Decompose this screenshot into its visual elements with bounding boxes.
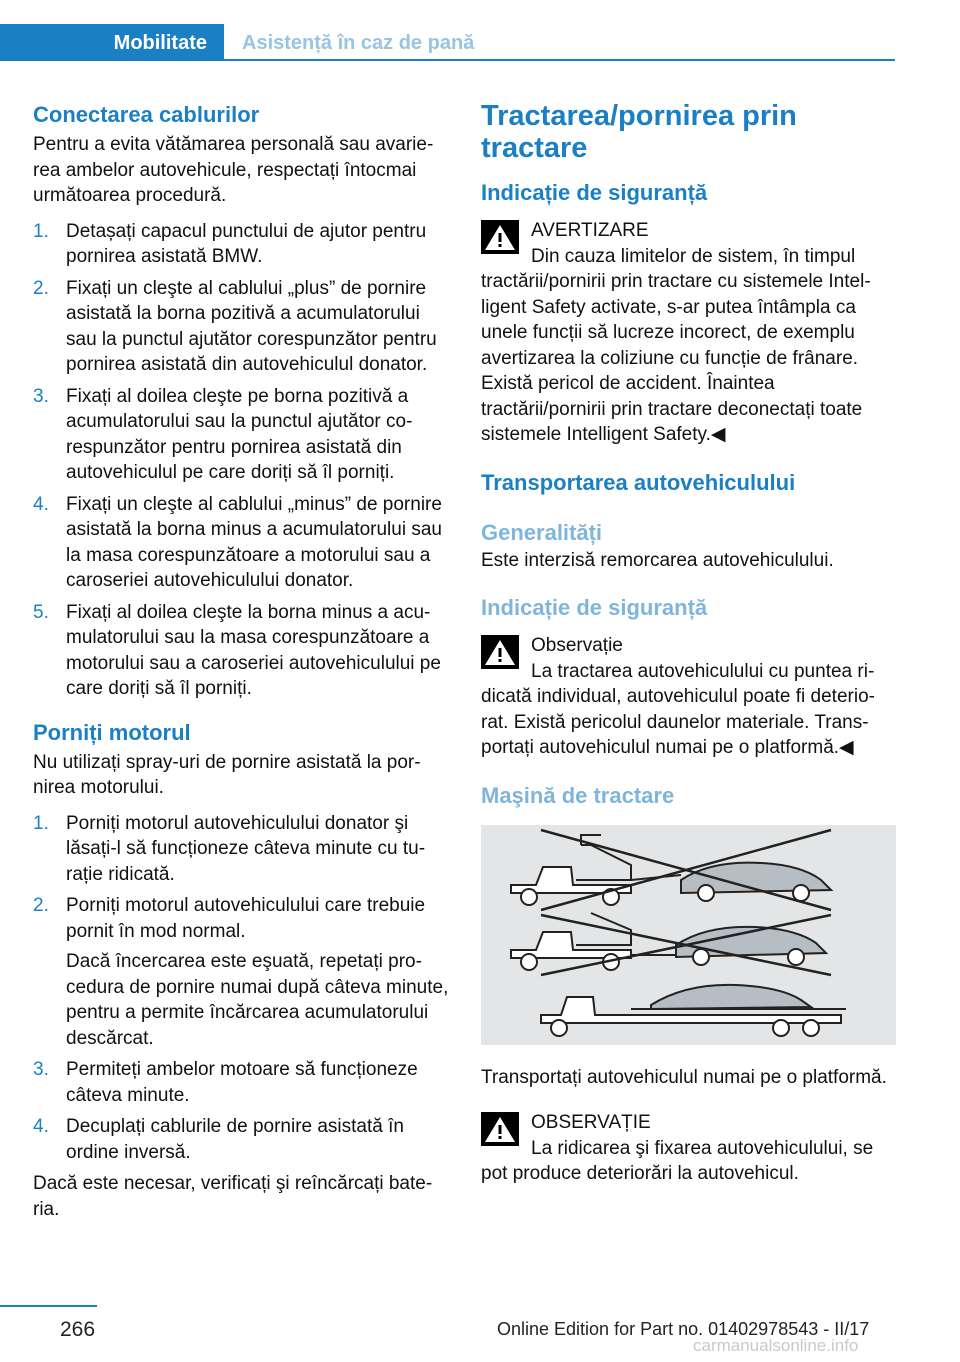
footer-divider [0,1305,97,1307]
step-text: Fixați al doilea cleşte pe borna pozitivă a acumulatorului sau la punctul ajutător corespunzător pentru pornirea asistată din autovehiculul pe care doriți să îl porniți. [66,385,413,483]
connect-step [33,276,449,378]
step-number: 4. [33,1116,49,1137]
step-text: Fixați un cleşte al cablului „minus” de pornire asistată la borna minus a acumulatorului sau la masa corespunzătoare a motorului sau a caroseriei autovehiculului donator. [66,493,442,591]
start-step [33,1114,449,1165]
tab-asistenta[interactable] [224,24,895,61]
edition-note: Online Edition for Part no. 01402978543 - II/17 [497,1319,870,1339]
warning-block-2 [481,633,896,761]
tab-mobilitate[interactable] [0,24,224,61]
connect-steps-list [33,219,449,702]
step-number: 1. [33,812,49,834]
step-text: Decuplați cablurile de pornire asistată în ordine inversă. [66,1116,404,1163]
connect-step [33,219,449,270]
warning-1-title: AVERTIZARE [531,220,649,241]
paragraph-battery-check: Dacă este necesar, verificați şi reîncărcați bateria. [33,1173,433,1220]
start-step [33,811,449,888]
step-number: 2. [33,895,49,916]
step-subtext: Dacă încercarea este eşuată, repetați procedura de pornire numai după câteva minute, pentru a permite încărcarea acumulatorului descărcat. [66,951,449,1049]
step-number: 3. [33,1059,49,1080]
warning-triangle-icon [481,1112,519,1146]
heading-towing: Tractarea/pornirea prin tractare [481,100,797,164]
paragraph-connect-intro: Pentru a evita vătămarea personală sau avarierea ambelor autovehicule, respectați întocmai următoarea procedură. [33,134,434,206]
connect-step [33,384,449,486]
step-text: Fixați al doilea cleşte la borna minus a acumulatorului sau la masa corespunzătoare a motorului sau a caroseriei autovehiculului pe care doriți să îl porniți. [66,601,441,699]
warning-block-1 [481,218,896,448]
heading-start-engine: Porniți motorul [33,719,191,745]
connect-step [33,600,449,702]
start-steps-list [33,811,449,1166]
paragraph-start-intro: Nu utilizați spray-uri de pornire asistată la pornirea motorului. [33,751,421,798]
step-number: 3. [33,385,49,407]
step-number: 5. [33,601,49,623]
tow-truck-drawing [481,825,896,1045]
tab-mobilitate-label: Mobilitate [113,32,207,54]
heading-tow-truck: Maşină de tractare [481,782,675,808]
left-column [33,100,449,1222]
connect-step [33,492,449,594]
step-number: 1. [33,220,49,242]
heading-connect-cables: Conectarea cablurilor [33,102,260,127]
warning-3-text: La ridicarea şi fixarea autovehiculului, se pot produce deteriorări la autovehicul. [481,1137,874,1184]
step-text: Detașați capacul punctului de ajutor pentru pornirea asistată BMW. [66,220,427,267]
tab-asistenta-label: Asistență în caz de pană [242,32,475,54]
heading-transport: Transportarea autovehiculului [481,469,796,495]
heading-general: Generalități [481,519,603,545]
heading-safety-note-1: Indicație de siguranță [481,180,708,205]
heading-safety-note-2: Indicație de siguranță [481,595,708,620]
warning-3-title: OBSERVAȚIE [531,1112,651,1133]
warning-2-text: La tractarea autovehiculului cu puntea ridicată individual, autovehiculul poate fi deteriorat. Există pericolul daunelor materiale. Transportați autovehiculul numai pe o platformă.◀ [481,660,875,758]
warning-1-text: Din cauza limitelor de sistem, în timpul tractării/pornirii prin tractare cu sistemele Intelligent Safety activate, s-ar putea întâmpla ca unele funcții să lucreze incorect, de exemplu avertizarea la coliziune cu funcție de frânare. Există pericol de accident. Înaintea tractării/pornirii prin tractare deconectați toate sistemele Intelligent Safety.◀ [481,245,871,445]
warning-2-title: Observație [531,635,623,656]
page-number: 266 [60,1318,96,1341]
paragraph-towing-forbidden: Este interzisă remorcarea autovehiculului. [481,549,834,571]
step-number: 2. [33,277,49,299]
section-tabs [0,24,895,61]
step-number: 4. [33,493,49,515]
step-text: Porniți motorul autovehiculului care trebuie pornit în mod normal. [66,895,426,942]
paragraph-platform-only: Transportați autovehiculul numai pe o platformă. [481,1066,887,1088]
warning-triangle-icon [481,220,519,254]
warning-triangle-icon [481,635,519,669]
start-step [33,1057,449,1108]
warning-block-3 [481,1110,896,1187]
tab-underline [0,59,895,61]
step-text: Fixați un cleşte al cablului „plus” de pornire asistată la borna pozitivă a acumulatorului sau la punctul ajutător corespunzător pentru pornirea asistată din autovehiculul donator. [66,277,437,375]
step-text: Permiteți ambelor motoare să funcționeze câteva minute. [66,1059,418,1106]
start-step [33,893,449,1051]
right-column [481,100,896,1187]
tow-truck-illustration [481,825,896,1045]
watermark: carmanualsonline.info [693,1336,859,1355]
step-text: Porniți motorul autovehiculului donator şi lăsați-l să funcționeze câteva minute cu turație ridicată. [66,812,426,885]
